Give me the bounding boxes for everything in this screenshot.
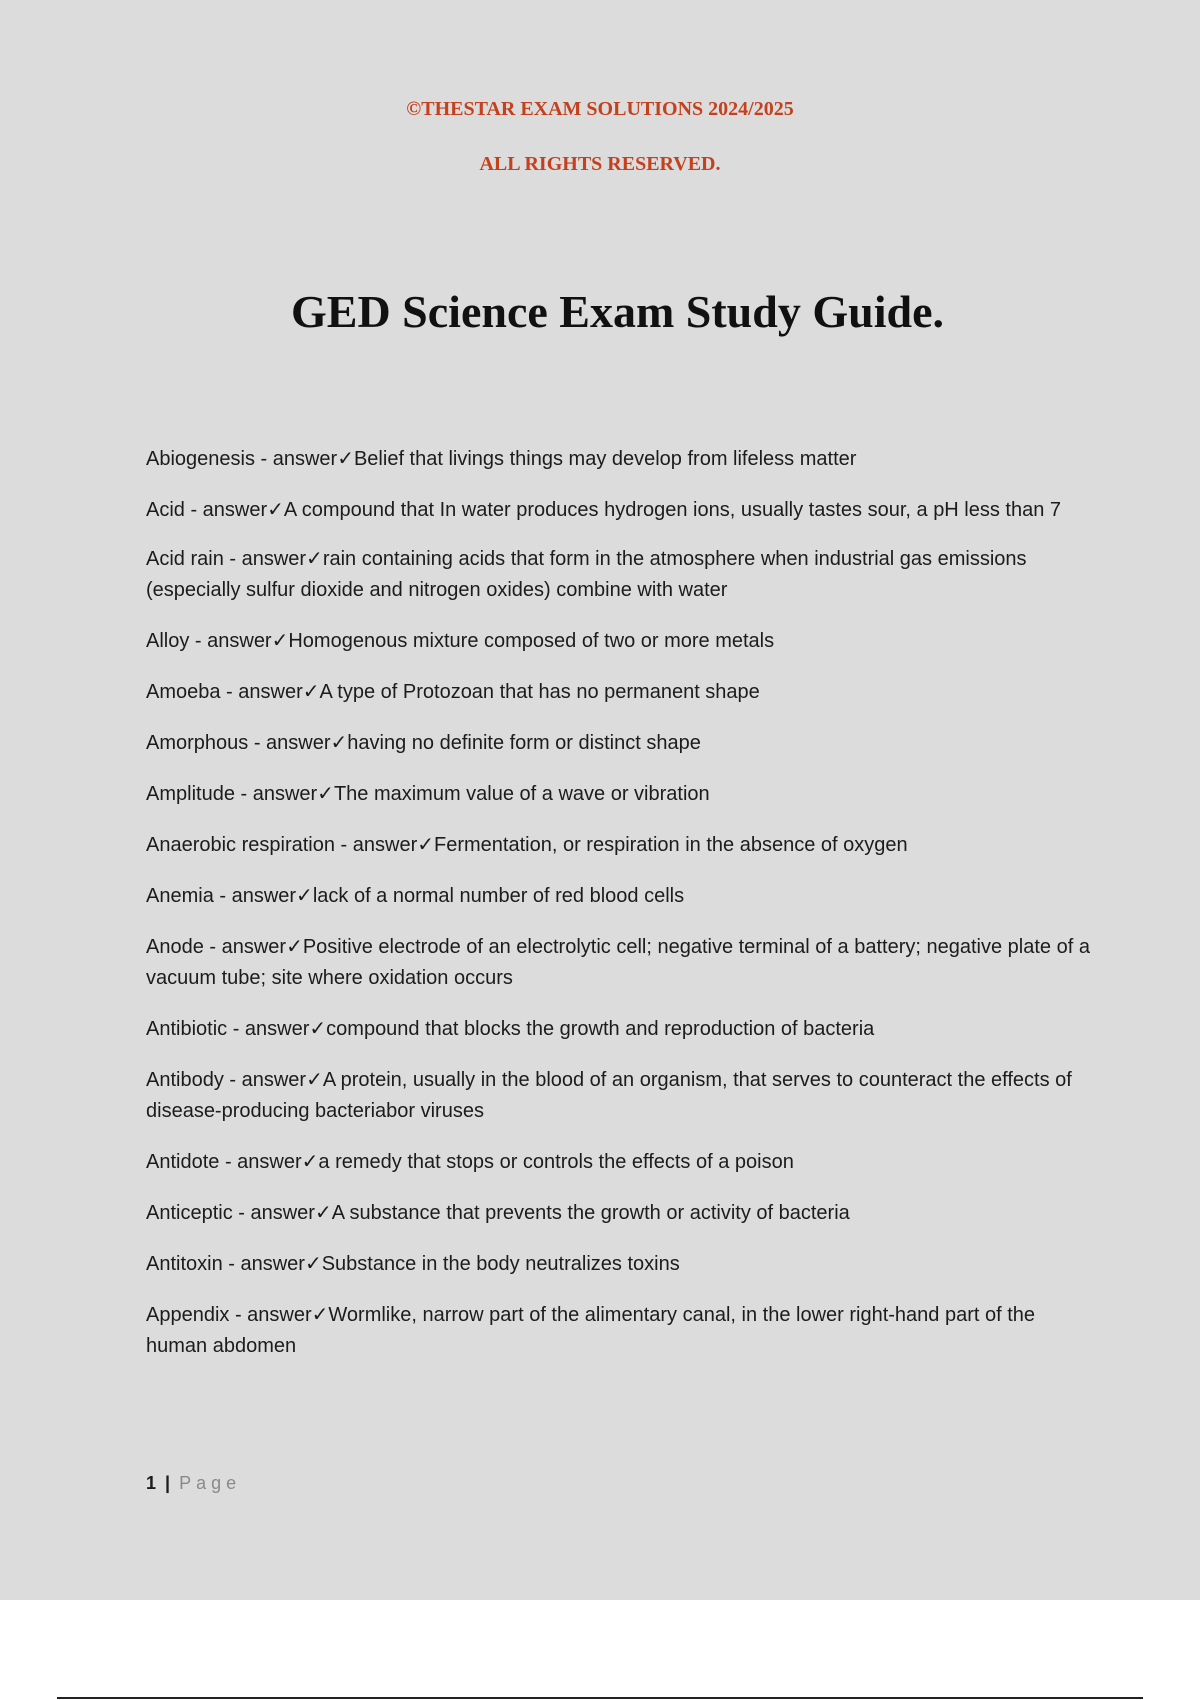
glossary-entry: Amorphous - answer✓having no definite form or distinct shape (146, 732, 701, 754)
document-title: GED Science Exam Study Guide. (290, 286, 944, 337)
page-number: 1 (146, 1473, 157, 1493)
glossary-entry: Antidote - answer✓a remedy that stops or controls the effects of a poison (146, 1151, 794, 1173)
glossary-entry: Antitoxin - answer✓Substance in the body neutralizes toxins (146, 1253, 680, 1275)
glossary-entry: Anaerobic respiration - answer✓Fermentation, or respiration in the absence of oxygen (146, 834, 908, 856)
glossary-entry: Antibiotic - answer✓compound that blocks the growth and reproduction of bacteria (146, 1018, 875, 1040)
glossary-entry: Acid - answer✓A compound that In water produces hydrogen ions, usually tastes sour, a pH less than 7 (146, 499, 1062, 521)
glossary-entry: Abiogenesis - answer✓Belief that livings things may develop from lifeless matter (146, 448, 857, 470)
glossary-entry: Appendix - answer✓Wormlike, narrow part of the alimentary canal, in the lower right-hand part of the human abdomen (146, 1304, 1036, 1357)
glossary-entry: Anemia - answer✓lack of a normal number of red blood cells (146, 885, 685, 907)
page-label: Page (179, 1473, 242, 1493)
glossary-entry: Alloy - answer✓Homogenous mixture composed of two or more metals (146, 630, 775, 652)
next-page-rule (57, 1697, 1143, 1699)
glossary-entry: Antibody - answer✓A protein, usually in the blood of an organism, that serves to counteract the effects of disease-producing bacteriabor viruses (146, 1069, 1072, 1122)
glossary-entry: Amoeba - answer✓A type of Protozoan that has no permanent shape (146, 681, 760, 703)
glossary-list (146, 444, 1096, 1382)
footer-separator: | (165, 1473, 171, 1493)
glossary-entry: Anticeptic - answer✓A substance that prevents the growth or activity of bacteria (146, 1202, 850, 1224)
glossary-entry: Amplitude - answer✓The maximum value of a wave or vibration (146, 783, 710, 805)
glossary-entry: Acid rain - answer✓rain containing acids that form in the atmosphere when industrial gas emissions (especially sulfur dioxide and nitrogen oxides) combine with water (146, 548, 1027, 601)
page-footer (146, 1473, 241, 1494)
rights-reserved-header: ALL RIGHTS RESERVED. (479, 153, 721, 175)
copyright-header: ©THESTAR EXAM SOLUTIONS 2024/2025 (406, 98, 794, 120)
glossary-entry: Anode - answer✓Positive electrode of an electrolytic cell; negative terminal of a battery; negative plate of a vacuum tube; site where oxidation occurs (146, 936, 1090, 989)
